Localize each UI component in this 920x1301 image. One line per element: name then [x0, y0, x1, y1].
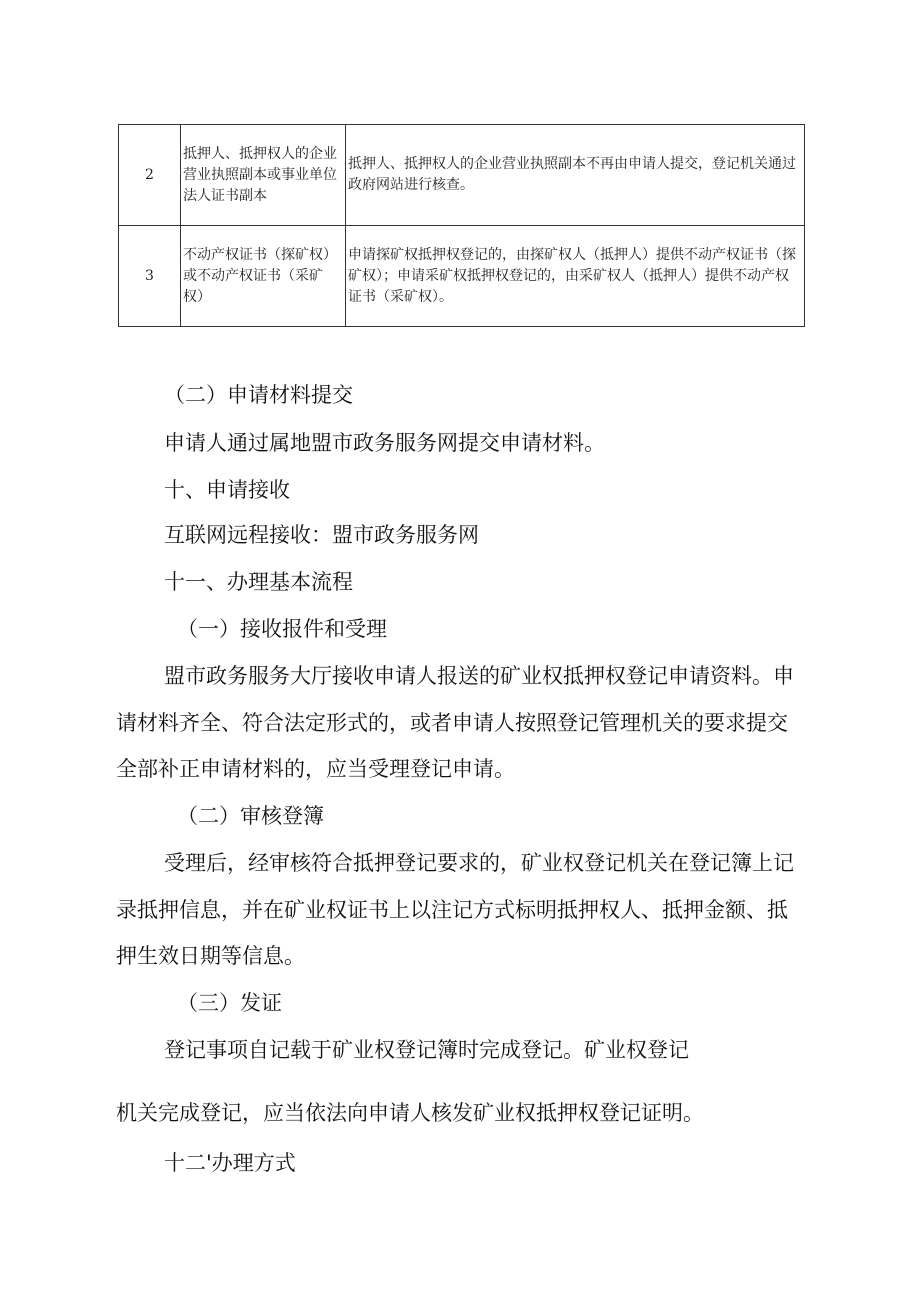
materials-table [118, 124, 805, 327]
step3-line: 登记事项自记载于矿业权登记簿时完成登记。矿业权登记 [164, 1038, 689, 1062]
material-name: 抵押人、抵押权人的企业营业执照副本或事业单位法人证书副本 [181, 125, 346, 226]
material-description: 抵押人、抵押权人的企业营业执照副本不再由申请人提交，登记机关通过政府网站进行核查。 [346, 125, 805, 226]
sub-heading-submit: （二）申请材料提交 [164, 383, 353, 407]
step3-title: （三）发证 [177, 991, 282, 1015]
table-row [119, 125, 805, 226]
heading-10: 十、申请接收 [164, 478, 290, 502]
material-name: 不动产权证书（探矿权）或不动产权证书（采矿权） [181, 226, 346, 327]
step1-line: 请材料齐全、符合法定形式的，或者申请人按照登记管理机关的要求提交 [116, 711, 788, 735]
submit-text: 申请人通过属地盟市政务服务网提交申请材料。 [164, 431, 605, 455]
step2-line: 录抵押信息，并在矿业权证书上以注记方式标明抵押权人、抵押金额、抵 [116, 898, 788, 922]
table-row [119, 226, 805, 327]
step1-line: 全部补正申请材料的，应当受理登记申请。 [116, 757, 515, 781]
step2-line: 押生效日期等信息。 [116, 944, 305, 968]
row-number: 2 [119, 125, 181, 226]
material-description: 申请探矿权抵押权登记的，由探矿权人（抵押人）提供不动产权证书（探矿权）；申请采矿权抵押权登记的，由采矿权人（抵押人）提供不动产权证书（采矿权）。 [346, 226, 805, 327]
heading-11: 十一、办理基本流程 [164, 570, 353, 594]
step1-line: 盟市政务服务大厅接收申请人报送的矿业权抵押权登记申请资料。申 [164, 664, 794, 688]
step3-line: 机关完成登记，应当依法向申请人核发矿业权抵押权登记证明。 [116, 1101, 704, 1125]
step2-title: （二）审核登簿 [177, 804, 324, 828]
step1-title: （一）接收报件和受理 [177, 617, 387, 641]
heading-12: 十二'办理方式 [164, 1151, 296, 1175]
step2-line: 受理后，经审核符合抵押登记要求的，矿业权登记机关在登记簿上记 [164, 851, 794, 875]
row-number: 3 [119, 226, 181, 327]
receive-text: 互联网远程接收：盟市政务服务网 [164, 523, 479, 547]
